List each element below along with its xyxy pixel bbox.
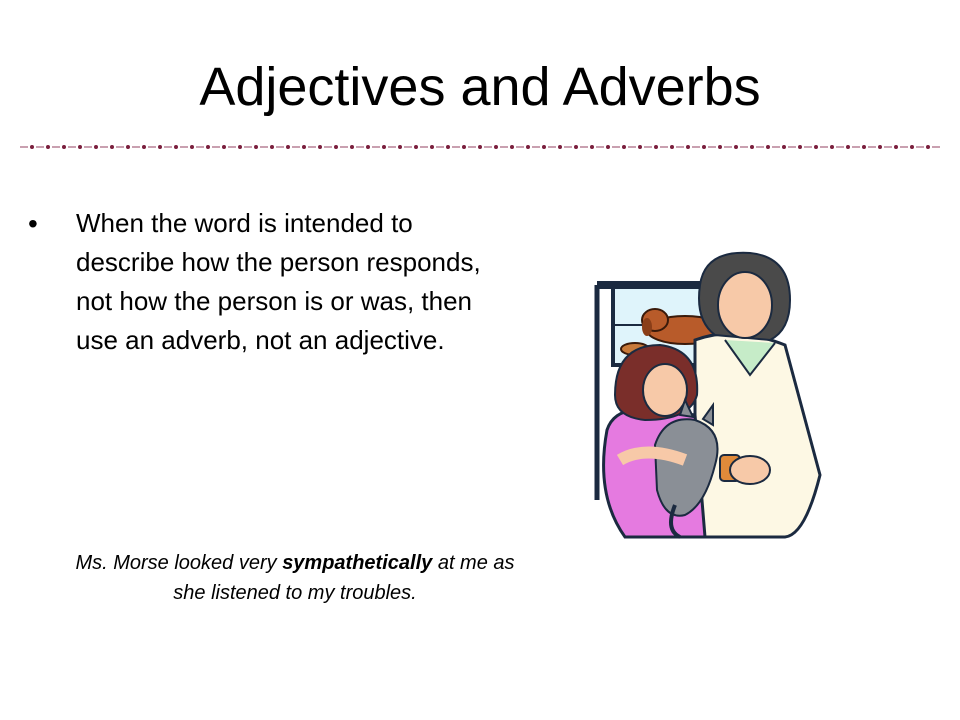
veterinarian-clipart-icon: [585, 245, 830, 540]
bullet-text: When the word is intended to describe how the person responds, not how the person is or was, then use an adverb, not an adjective.: [76, 208, 481, 355]
slide-title: Adjectives and Adverbs: [199, 57, 761, 117]
bullet-item: [28, 204, 508, 360]
example-sentence: [60, 548, 530, 608]
example-text-after: at me as she listened to my troubles.: [173, 552, 515, 604]
example-text-before: Ms. Morse looked very: [75, 552, 283, 574]
example-emphasis-word: sympathetically: [282, 552, 433, 574]
bullet-marker: •: [28, 208, 38, 239]
title-divider: [20, 141, 940, 153]
